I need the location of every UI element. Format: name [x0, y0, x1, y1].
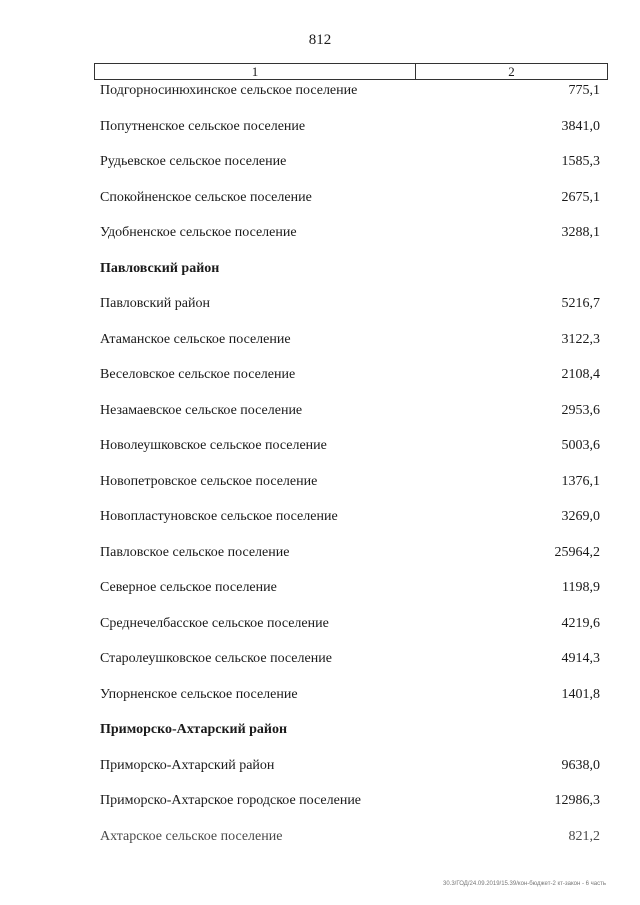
row-value: 4914,3 [561, 651, 600, 666]
row-value: 1585,3 [561, 154, 600, 169]
table-row [100, 400, 600, 422]
district-heading-title: Павловский район [100, 261, 220, 276]
document-footer-code: 30.3/ГОД/24.09.2019/15.39/кон-бюджет-2 кт-закон - 6 часть [443, 881, 606, 887]
row-value: 3288,1 [561, 225, 600, 240]
table-row [100, 648, 600, 670]
table-row [100, 613, 600, 635]
row-value: 5003,6 [561, 438, 600, 453]
district-heading [100, 719, 600, 741]
table-row [100, 435, 600, 457]
row-value: 9638,0 [561, 758, 600, 773]
row-name: Павловское сельское поселение [100, 545, 290, 560]
table-row [100, 471, 600, 493]
row-value: 821,2 [568, 829, 600, 844]
row-value: 3122,3 [561, 332, 600, 347]
table-row [100, 755, 600, 777]
table-row [100, 187, 600, 209]
row-value: 3269,0 [561, 509, 600, 524]
row-value: 1198,9 [562, 580, 600, 595]
page-number: 812 [308, 32, 332, 48]
row-value: 2953,6 [561, 403, 600, 418]
table-row [100, 790, 600, 812]
row-name: Попутненское сельское поселение [100, 119, 306, 134]
row-name: Северное сельское поселение [100, 580, 277, 595]
table-row [100, 329, 600, 351]
district-heading-title: Приморско-Ахтарский район [100, 722, 288, 737]
row-name: Новопетровское сельское поселение [100, 474, 318, 489]
table-row [100, 116, 600, 138]
row-name: Удобненское сельское поселение [100, 225, 297, 240]
row-value: 2675,1 [561, 190, 600, 205]
row-name: Приморско-Ахтарское городское поселение [100, 793, 362, 808]
table-row [100, 684, 600, 706]
row-value: 2108,4 [561, 367, 600, 382]
row-value: 12986,3 [554, 793, 600, 808]
row-name: Ахтарское сельское поселение [100, 829, 283, 844]
row-name: Среднечелбасское сельское поселение [100, 616, 329, 631]
row-value: 3841,0 [561, 119, 600, 134]
column-header-2: 2 [508, 64, 515, 79]
table-row [100, 151, 600, 173]
row-name: Спокойненское сельское поселение [100, 190, 312, 205]
table-row [100, 293, 600, 315]
row-name: Подгорносинюхинское сельское поселение [100, 83, 358, 98]
row-name: Старолеушковское сельское поселение [100, 651, 332, 666]
row-name: Рудьевское сельское поселение [100, 154, 287, 169]
row-value: 5216,7 [561, 296, 600, 311]
row-name: Веселовское сельское поселение [100, 367, 296, 382]
row-value: 4219,6 [561, 616, 600, 631]
row-name: Павловский район [100, 296, 210, 311]
row-value: 1401,8 [561, 687, 600, 702]
row-name: Приморско-Ахтарский район [100, 758, 275, 773]
row-value: 775,1 [568, 83, 600, 98]
row-name: Новопластуновское сельское поселение [100, 509, 338, 524]
row-name: Новолеушковское сельское поселение [100, 438, 327, 453]
table-row [100, 364, 600, 386]
row-name: Упорненское сельское поселение [100, 687, 298, 702]
table-row [100, 577, 600, 599]
table-row [100, 506, 600, 528]
table-row [100, 222, 600, 244]
district-heading [100, 258, 600, 280]
row-value: 25964,2 [554, 545, 600, 560]
table-row [100, 826, 600, 848]
row-name: Незамаевское сельское поселение [100, 403, 303, 418]
row-value: 1376,1 [561, 474, 600, 489]
table-row [100, 542, 600, 564]
table-row [100, 80, 600, 102]
table-column-header [94, 63, 608, 80]
column-header-1: 1 [95, 64, 416, 79]
row-name: Атаманское сельское поселение [100, 332, 291, 347]
